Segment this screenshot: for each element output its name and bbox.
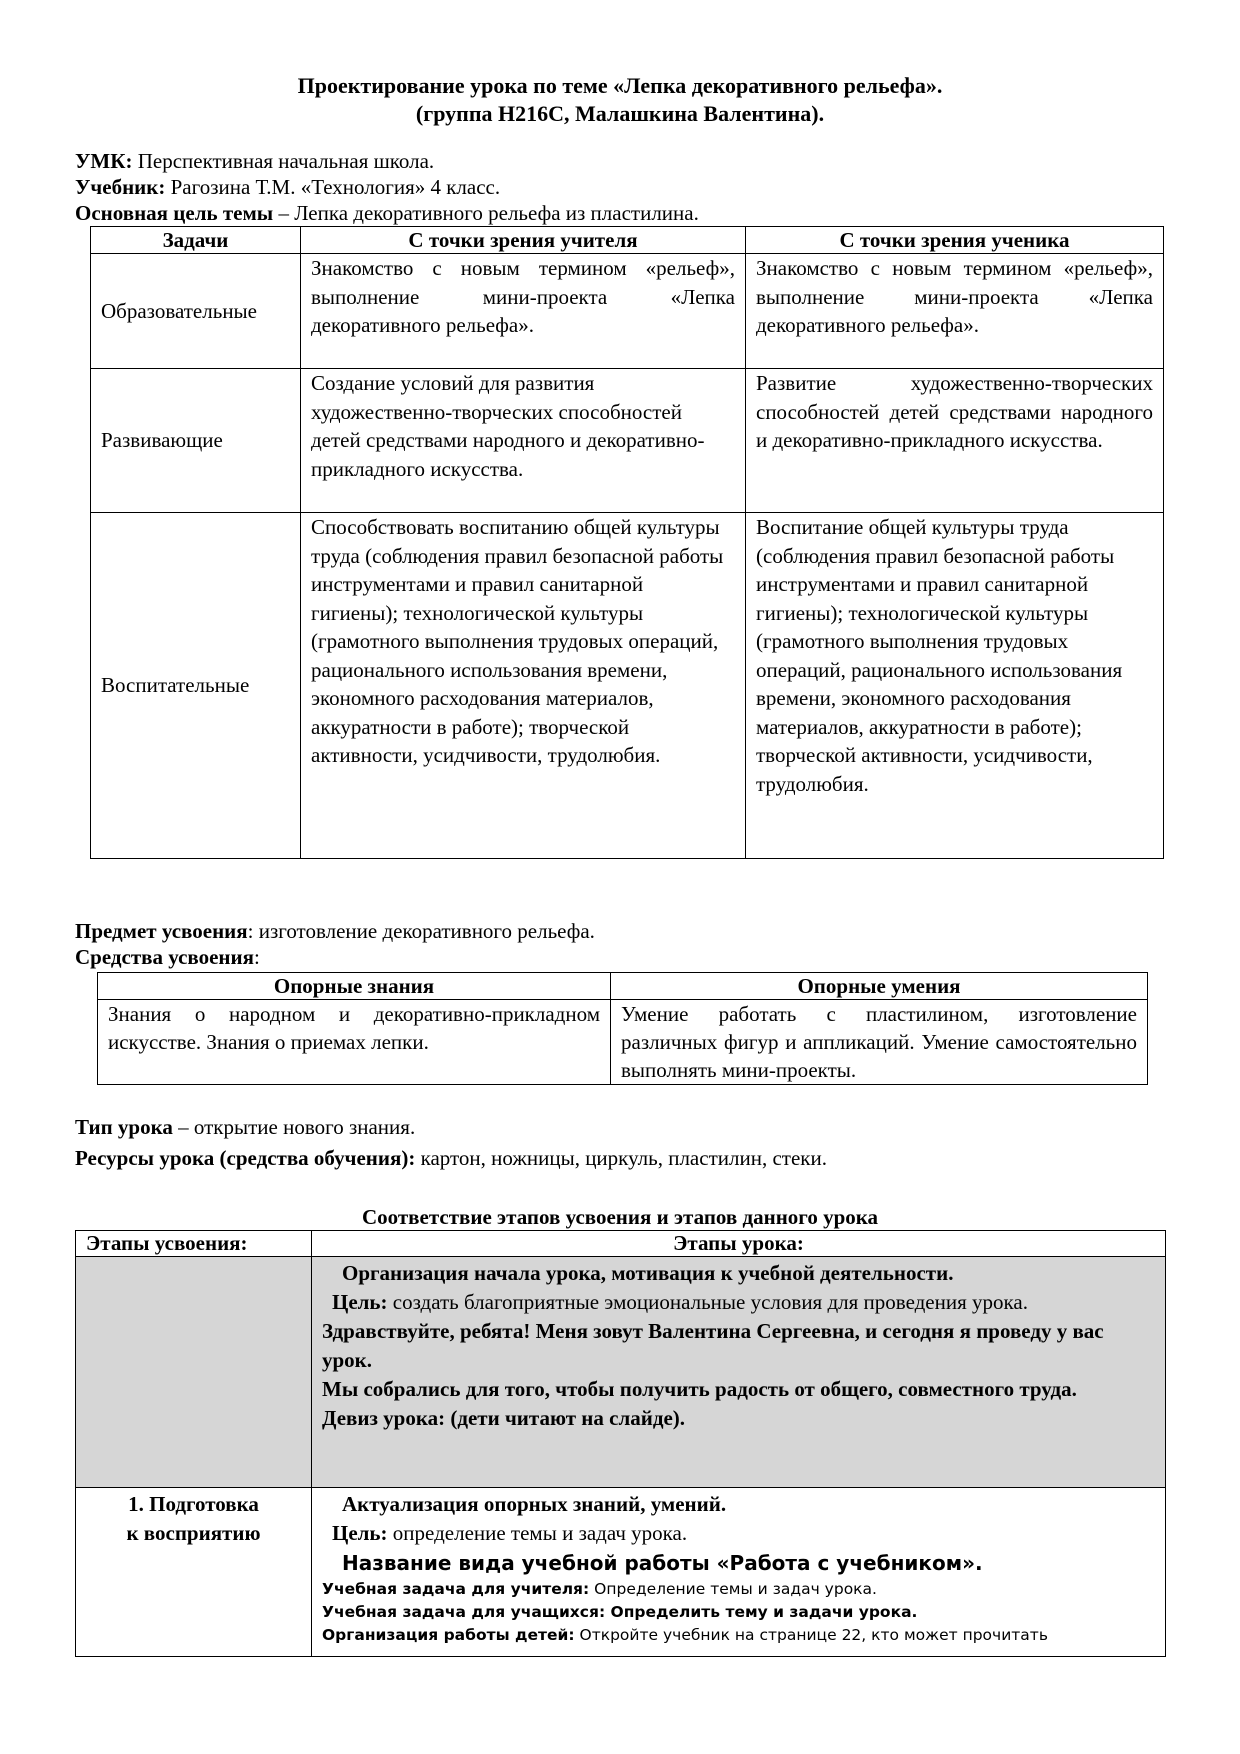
- umk-label: УМК:: [75, 149, 133, 173]
- stage-goal: [322, 1519, 1155, 1548]
- student-task: Учебная задача для учащихся: Определить тему и задачи урока.: [322, 1603, 918, 1621]
- textbook-label: Учебник:: [75, 175, 166, 199]
- textbook-line: [75, 174, 500, 200]
- tasks-header-student: С точки зрения ученика: [746, 227, 1164, 254]
- teacher-cell: Знакомство с новым термином «рельеф», выполнение мини-проекта «Лепка декоративного рельефа».: [301, 254, 746, 369]
- lesson-type-line: [75, 1114, 415, 1140]
- student-cell: Знакомство с новым термином «рельеф», выполнение мини-проекта «Лепка декоративного рельефа».: [746, 254, 1164, 369]
- tasks-header-task: Задачи: [91, 227, 301, 254]
- task-name: Воспитательные: [91, 513, 301, 859]
- stage-cell-empty: [76, 1257, 312, 1488]
- task-name: Образовательные: [91, 254, 301, 369]
- stages-table-header: [76, 1231, 1166, 1257]
- goal-value: создать благоприятные эмоциональные условия для проведения урока.: [387, 1290, 1028, 1314]
- teacher-cell: Создание условий для развития художественно-творческих способностей детей средствами народного и декоративно-прикладного искусства.: [301, 369, 746, 513]
- document-title-line2: (группа Н216С, Малашкина Валентина).: [415, 101, 825, 126]
- umk-value: Перспективная начальная школа.: [132, 149, 435, 173]
- skills-cell: Умение работать с пластилином, изготовление различных фигур и аппликаций. Умение самостоятельно выполнять мини-проекты.: [611, 1000, 1148, 1085]
- lesson-stage-cell: [312, 1257, 1166, 1488]
- means-table: [97, 972, 1148, 1085]
- goal-line: [75, 200, 699, 226]
- means-header-knowledge: Опорные знания: [98, 973, 611, 1000]
- table-row: [91, 369, 1164, 513]
- stage-heading: Актуализация опорных знаний, умений.: [342, 1492, 727, 1516]
- stages-caption: Соответствие этапов усвоения и этапов данного урока: [361, 1205, 879, 1229]
- teacher-task-value: Определение темы и задач урока.: [589, 1580, 877, 1598]
- student-cell: Развитие художественно-творческих способностей детей средствами народного и декоративно-прикладного искусства.: [746, 369, 1164, 513]
- goal-value: определение темы и задач урока.: [387, 1521, 688, 1545]
- means-table-header: [98, 973, 1148, 1000]
- stage-cell: [76, 1488, 312, 1657]
- purpose-text: Мы собрались для того, чтобы получить радость от общего, совместного труда.: [322, 1377, 1077, 1401]
- goal-label: Основная цель темы: [75, 201, 274, 225]
- means-line: [75, 944, 260, 970]
- table-row: [76, 1257, 1166, 1488]
- motto-text: Девиз урока: (дети читают на слайде).: [322, 1406, 686, 1430]
- teacher-cell: Способствовать воспитанию общей культуры труда (соблюдения правил безопасной работы инструментами и правил санитарной гигиены); технологической культуры (грамотного выполнения трудовых операций, рационального использования времени, экономного расходования материалов, аккуратности в работе); творческой активности, усидчивости, трудолюбия.: [301, 513, 746, 859]
- goal-label: Цель:: [332, 1290, 388, 1314]
- table-row: [91, 254, 1164, 369]
- stage-heading: Организация начала урока, мотивация к учебной деятельности.: [342, 1261, 954, 1285]
- means-label: Средства усвоения: [75, 945, 254, 969]
- umk-line: [75, 148, 434, 174]
- means-header-skills: Опорные умения: [611, 973, 1148, 1000]
- children-work-value: Откройте учебник на странице 22, кто может прочитать: [574, 1626, 1048, 1644]
- stage-name-line1: 1. Подготовка: [128, 1492, 259, 1516]
- lesson-type-label: Тип урока: [75, 1115, 173, 1139]
- textbook-value: Рагозина Т.М. «Технология» 4 класс.: [165, 175, 501, 199]
- children-work: [322, 1624, 1155, 1647]
- table-row: [98, 1000, 1148, 1085]
- document-title-line1: Проектирование урока по теме «Лепка декоративного рельефа».: [297, 73, 943, 98]
- lesson-stage-cell: [312, 1488, 1166, 1657]
- children-work-label: Организация работы детей:: [322, 1626, 575, 1644]
- tasks-table: [90, 226, 1164, 859]
- lesson-type-value: – открытие нового знания.: [172, 1115, 416, 1139]
- resources-value: картон, ножницы, циркуль, пластилин, стеки.: [415, 1146, 827, 1170]
- resources-label: Ресурсы урока (средства обучения):: [75, 1146, 416, 1170]
- tasks-header-teacher: С точки зрения учителя: [301, 227, 746, 254]
- knowledge-cell: Знания о народном и декоративно-прикладном искусстве. Знания о приемах лепки.: [98, 1000, 611, 1085]
- tasks-table-header: [91, 227, 1164, 254]
- resources-line: [75, 1145, 827, 1171]
- teacher-task-label: Учебная задача для учителя:: [322, 1580, 590, 1598]
- subject-line: [75, 918, 595, 944]
- goal-label: Цель:: [332, 1521, 388, 1545]
- stage-goal: [322, 1288, 1155, 1317]
- greeting-text: Здравствуйте, ребята! Меня зовут Валентина Сергеевна, и сегодня я проведу у вас урок.: [322, 1319, 1104, 1372]
- subject-value: : изготовление декоративного рельефа.: [247, 919, 595, 943]
- means-colon: :: [254, 945, 260, 969]
- work-type: Название вида учебной работы «Работа с учебником».: [342, 1551, 983, 1575]
- teacher-task: [322, 1578, 1155, 1601]
- student-cell: Воспитание общей культуры труда (соблюдения правил безопасной работы инструментами и правил санитарной гигиены); технологической культуры (грамотного выполнения трудовых операций, рационального использования времени, экономного расходования материалов, аккуратности в работе); творческой активности, усидчивости, трудолюбия.: [746, 513, 1164, 859]
- stages-header-lesson: Этапы урока:: [312, 1231, 1166, 1257]
- subject-label: Предмет усвоения: [75, 919, 248, 943]
- stages-header-assimilation: Этапы усвоения:: [76, 1231, 312, 1257]
- task-name: Развивающие: [91, 369, 301, 513]
- table-row: [91, 513, 1164, 859]
- stages-table: [75, 1230, 1166, 1657]
- goal-value: – Лепка декоративного рельефа из пластилина.: [273, 201, 699, 225]
- table-row: [76, 1488, 1166, 1657]
- stage-name-line2: к восприятию: [126, 1521, 261, 1545]
